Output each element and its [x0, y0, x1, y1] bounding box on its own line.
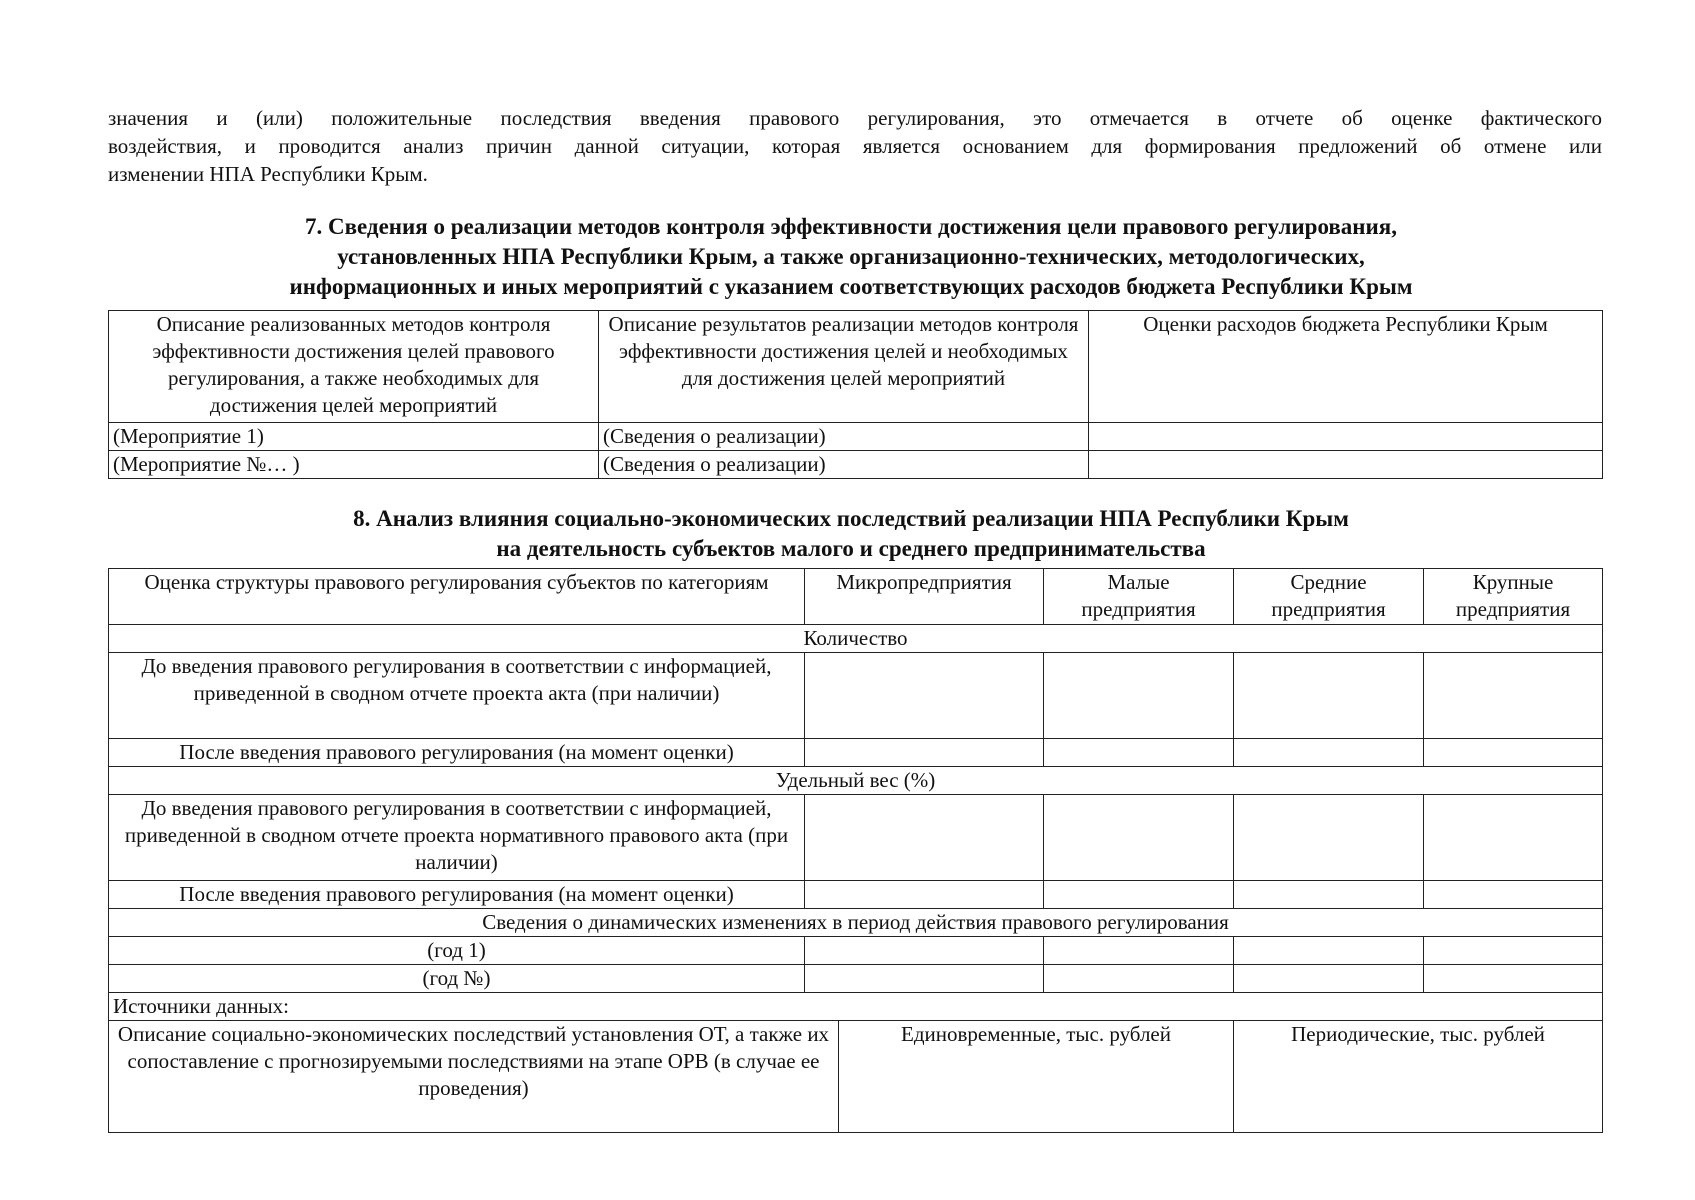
table-cell: [1424, 965, 1603, 993]
table-cell: (Сведения о реализации): [599, 423, 1089, 451]
table-cell: [1424, 653, 1603, 739]
table-cell: [1044, 965, 1234, 993]
table-cell: [805, 653, 1044, 739]
intro-paragraph: [108, 104, 1602, 188]
table-cell: [1089, 423, 1603, 451]
group-row: [109, 767, 1603, 795]
section-7-title-line: 7. Сведения о реализации методов контроля эффективности достижения цели правового регулирования,: [305, 214, 1397, 239]
header-cell: Описание реализованных методов контроля эффективности достижения целей правового регулирования, а также необходимых для достижения целей мероприятий: [109, 311, 599, 423]
group-row: [109, 909, 1603, 937]
table-cell: (год №): [109, 965, 805, 993]
header-cell: Микропредприятия: [805, 569, 1044, 625]
table-row: [109, 653, 1603, 739]
header-cell: Малые предприятия: [1044, 569, 1234, 625]
section-7-table: [108, 310, 1603, 479]
sources-row: [109, 993, 1603, 1021]
table-cell: [1424, 795, 1603, 881]
table-cell: После введения правового регулирования (на момент оценки): [109, 881, 805, 909]
header-cell: Средние предприятия: [1234, 569, 1424, 625]
table-cell: [1424, 937, 1603, 965]
table-cell: [1234, 653, 1424, 739]
table-row: [109, 739, 1603, 767]
intro-line: воздействия, и проводится анализ причин данной ситуации, которая является основанием для формирования предложений об отмене или: [108, 134, 1602, 158]
table-cell: (Мероприятие 1): [109, 423, 599, 451]
table-cell: [1234, 795, 1424, 881]
header-cell: Крупные предприятия: [1424, 569, 1603, 625]
table-cell: [1424, 881, 1603, 909]
intro-line: значения и (или) положительные последствия введения правового регулирования, это отмечается в отчете об оценке фактического: [108, 106, 1602, 130]
table-cell: [1044, 937, 1234, 965]
section-8-title-line: на деятельность субъектов малого и среднего предпринимательства: [496, 536, 1206, 561]
section-8-table: [108, 568, 1603, 1133]
table-cell: [1234, 881, 1424, 909]
one-time-costs: Единовременные, тыс. рублей: [839, 1021, 1234, 1133]
group-label: Сведения о динамических изменениях в период действия правового регулирования: [109, 909, 1603, 937]
group-label: Удельный вес (%): [109, 767, 1603, 795]
table-cell: [1044, 795, 1234, 881]
table-cell: [1044, 653, 1234, 739]
table-cell: [805, 937, 1044, 965]
table-cell: [1234, 937, 1424, 965]
intro-line: изменении НПА Республики Крым.: [108, 162, 428, 186]
group-label: Количество: [109, 625, 1603, 653]
table-cell: [805, 965, 1044, 993]
table-cell: [1424, 739, 1603, 767]
section-7-title: [100, 212, 1602, 302]
table-cell: После введения правового регулирования (на момент оценки): [109, 739, 805, 767]
table-cell: [1044, 739, 1234, 767]
table-cell: (Сведения о реализации): [599, 451, 1089, 479]
section-7-title-line: установленных НПА Республики Крым, а также организационно-технических, методологических,: [337, 244, 1365, 269]
periodic-costs: Периодические, тыс. рублей: [1234, 1021, 1603, 1133]
table-cell: (Мероприятие №… ): [109, 451, 599, 479]
sources-label: Источники данных:: [109, 993, 1603, 1021]
table-cell: [1234, 965, 1424, 993]
table-row: [109, 795, 1603, 881]
section-8-title: [100, 504, 1602, 564]
table-cell: [1234, 739, 1424, 767]
table-cell: До введения правового регулирования в соответствии с информацией, приведенной в сводном отчете проекта нормативного правового акта (при наличии): [109, 795, 805, 881]
section-8-title-line: 8. Анализ влияния социально-экономических последствий реализации НПА Республики Крым: [353, 506, 1349, 531]
table-cell: (год 1): [109, 937, 805, 965]
header-cell: Оценка структуры правового регулирования субъектов по категориям: [109, 569, 805, 625]
table-cell: [805, 881, 1044, 909]
table-row: [109, 451, 1603, 479]
table-row: [109, 423, 1603, 451]
group-row: [109, 625, 1603, 653]
consequences-description: Описание социально-экономических последствий установления ОТ, а также их сопоставление с прогнозируемыми последствиями на этапе ОРВ (в случае ее проведения): [109, 1021, 839, 1133]
header-cell: Оценки расходов бюджета Республики Крым: [1089, 311, 1603, 423]
consequences-row: [109, 1021, 1603, 1133]
table-row: [109, 965, 1603, 993]
section-7-title-line: информационных и иных мероприятий с указанием соответствующих расходов бюджета Республики Крым: [289, 274, 1413, 299]
table-cell: [805, 739, 1044, 767]
table-row: [109, 937, 1603, 965]
table-cell: До введения правового регулирования в соответствии с информацией, приведенной в сводном отчете проекта акта (при наличии): [109, 653, 805, 739]
table-cell: [805, 795, 1044, 881]
table-cell: [1089, 451, 1603, 479]
header-cell: Описание результатов реализации методов контроля эффективности достижения целей и необходимых для достижения целей мероприятий: [599, 311, 1089, 423]
table-header-row: [109, 569, 1603, 625]
table-cell: [1044, 881, 1234, 909]
table-row: [109, 881, 1603, 909]
table-header-row: [109, 311, 1603, 423]
